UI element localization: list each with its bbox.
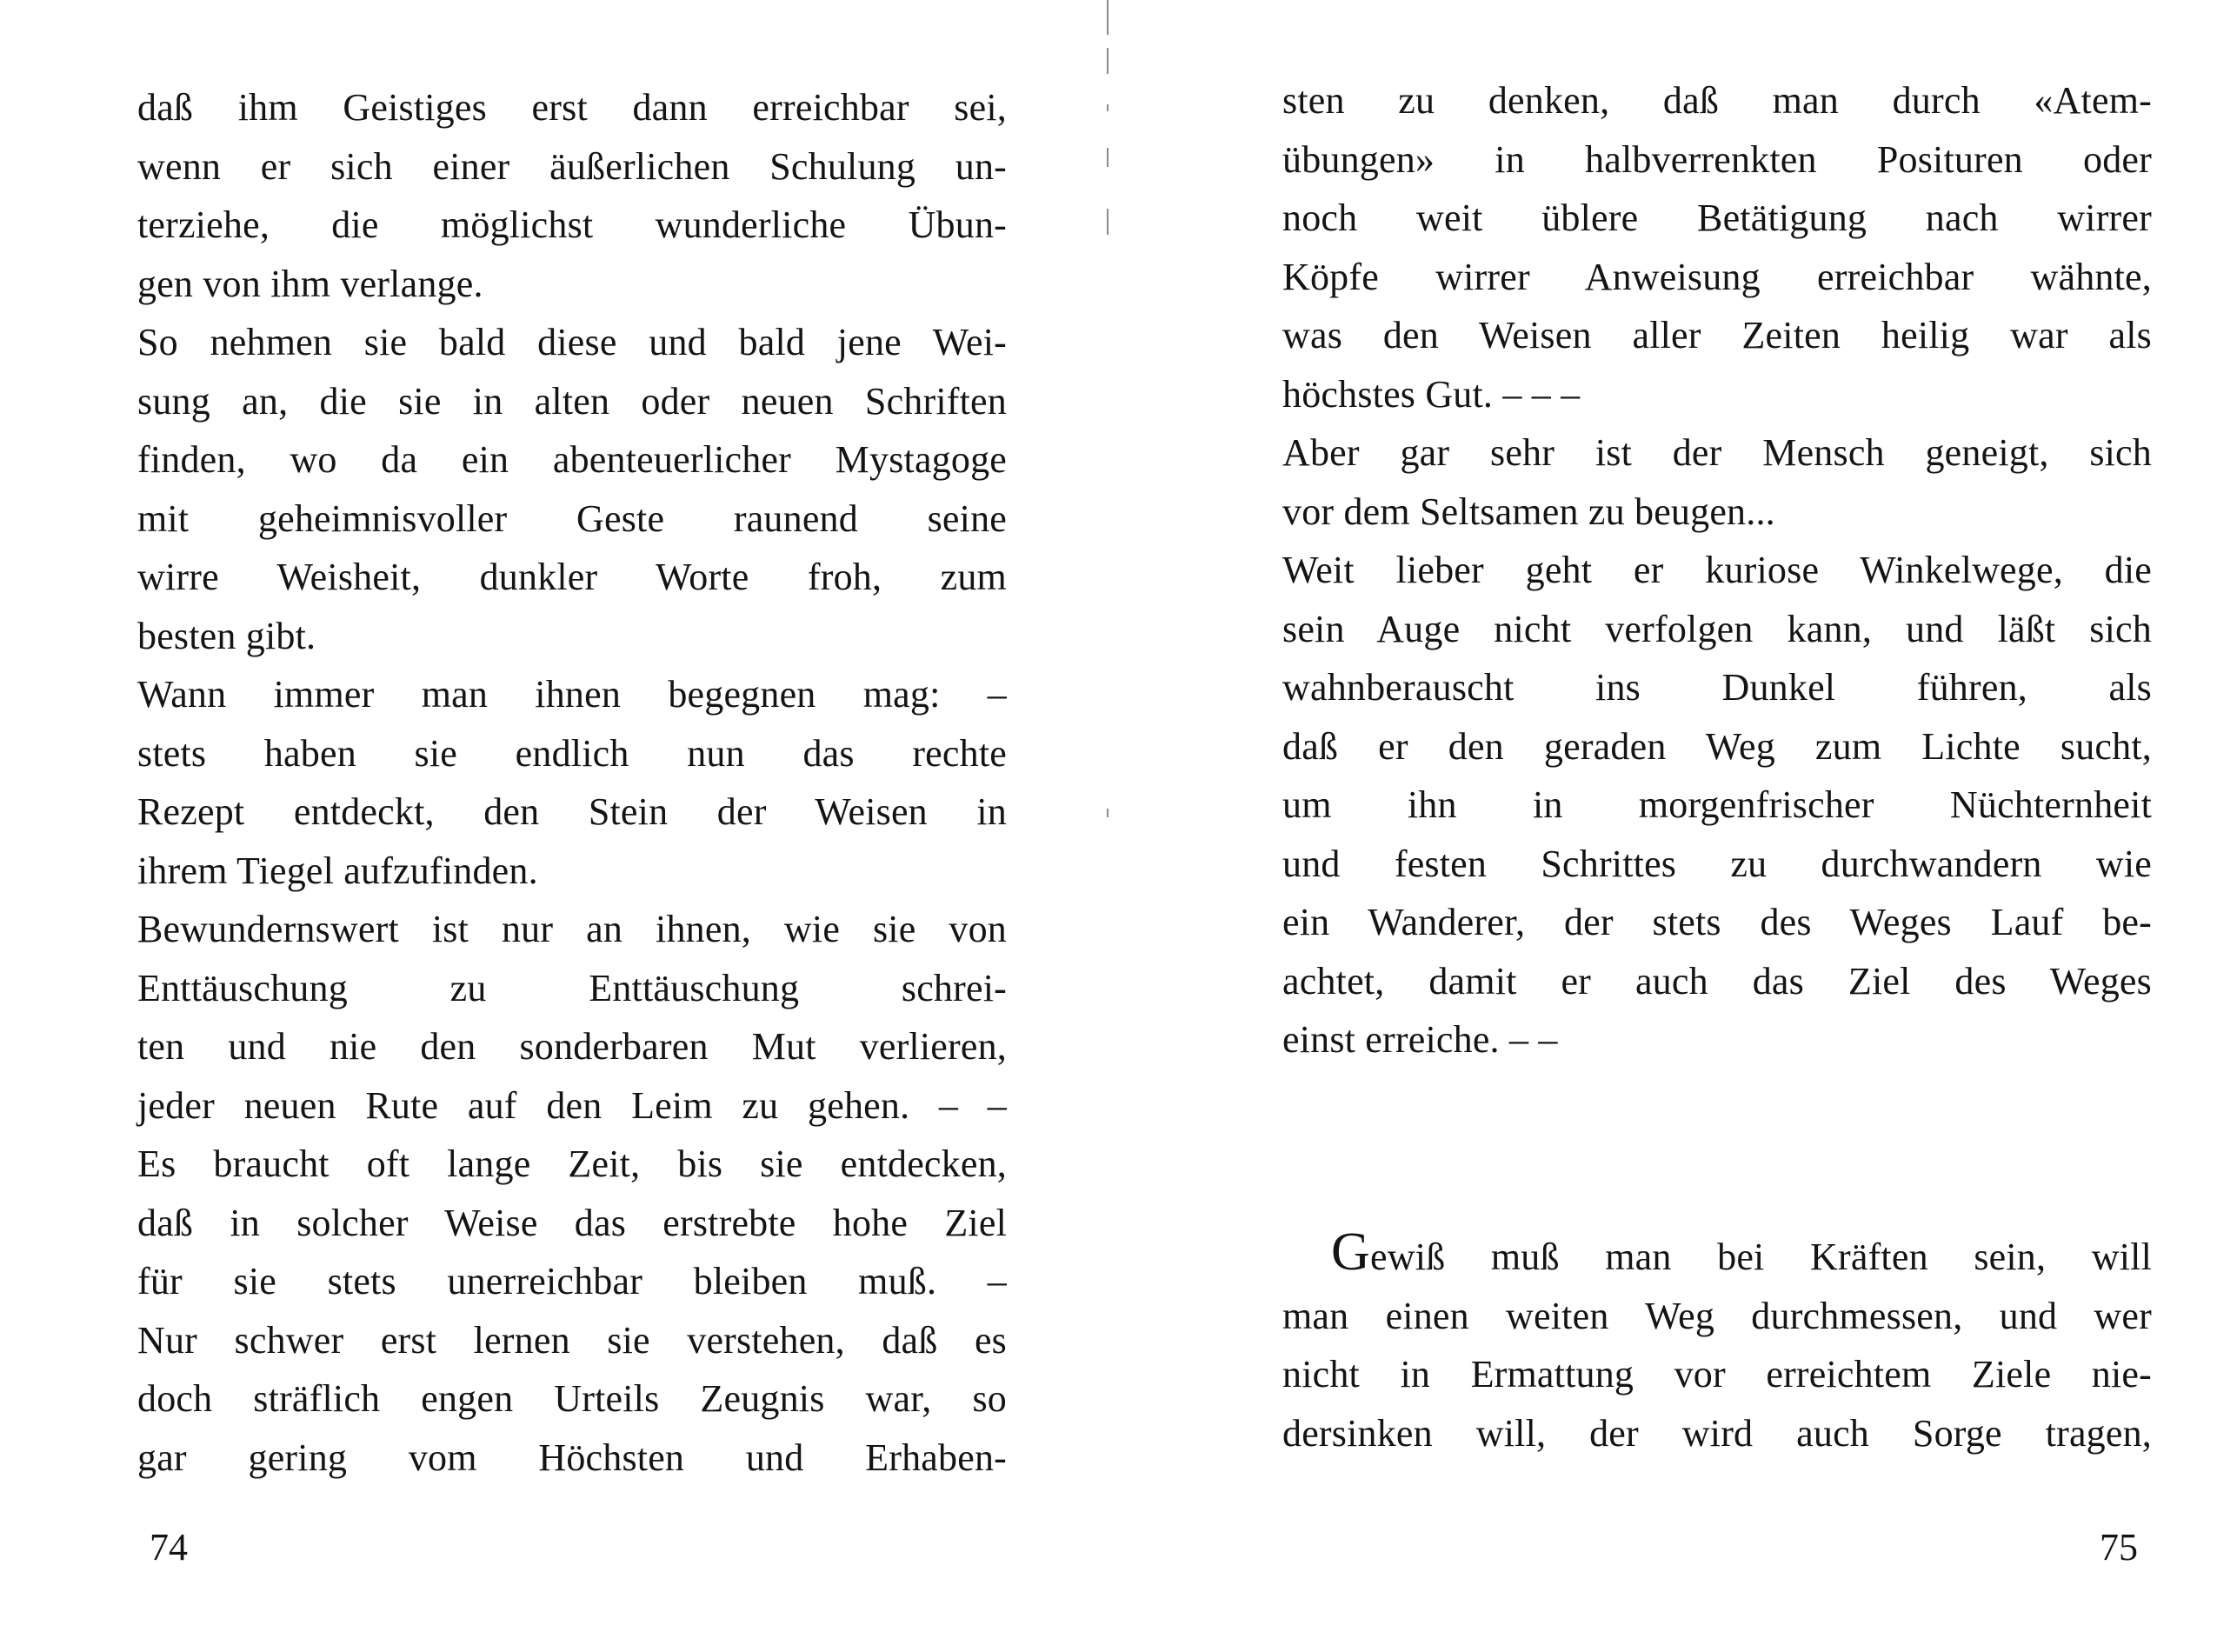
text-line: So nehmen sie bald diese und bald jene Wei- xyxy=(137,321,1007,363)
text-line: achtet, damit er auch das Ziel des Weges xyxy=(1282,959,2152,1003)
initial-letter: G xyxy=(1331,1222,1370,1282)
text-line: einst erreiche. – – xyxy=(1282,1018,1558,1061)
text-line: um ihn in morgenfrischer Nüchternheit xyxy=(1282,783,2152,826)
left-page xyxy=(0,0,1095,1652)
text-line: Bewundernswert ist nur an ihnen, wie sie von xyxy=(137,908,1007,950)
text-line: was den Weisen aller Zeiten heilig war als xyxy=(1282,314,2152,356)
text-line: daß in solcher Weise das erstrebte hohe Ziel xyxy=(137,1201,1007,1244)
text-line: sung an, die sie in alten oder neuen Schriften xyxy=(137,379,1007,423)
left-page-text xyxy=(137,78,1007,1487)
text-line: sein Auge nicht verfolgen kann, und läßt sich xyxy=(1282,607,2152,650)
right-page-new-paragraph xyxy=(1282,1222,2152,1462)
text-line: Aber gar sehr ist der Mensch geneigt, sich xyxy=(1282,431,2152,474)
page-number-right: 75 xyxy=(2100,1526,2138,1569)
text-line: daß ihm Geistiges erst dann erreichbar sei, xyxy=(137,86,1007,129)
text-line: wahnberauscht ins Dunkel führen, als xyxy=(1282,666,2152,709)
text-line: ihrem Tiegel aufzufinden. xyxy=(137,849,538,892)
text-line: mit geheimnisvoller Geste raunend seine xyxy=(137,496,1007,540)
text-line: finden, wo da ein abenteuerlicher Mystagoge xyxy=(137,438,1007,481)
text-line: höchstes Gut. – – – xyxy=(1282,372,1581,416)
page-number-left: 74 xyxy=(150,1526,188,1569)
text-line: sten zu denken, daß man durch «Atem- xyxy=(1282,79,2152,122)
text-line: terziehe, die möglichst wunderliche Übun- xyxy=(137,203,1007,246)
text-line: noch weit üblere Betätigung nach wirrer xyxy=(1282,197,2152,239)
first-line-text: ewiß muß man bei Kräften sein, will xyxy=(1369,1236,2152,1278)
text-line: Wann immer man ihnen begegnen mag: – xyxy=(137,673,1007,716)
text-line: jeder neuen Rute auf den Leim zu gehen. – – xyxy=(137,1083,1007,1127)
text-line: Enttäuschung zu Enttäuschung schrei- xyxy=(137,966,1007,1009)
text-line: für sie stets unerreichbar bleiben muß. – xyxy=(137,1260,1007,1302)
text-line: vor dem Seltsamen zu beugen... xyxy=(1282,490,1775,533)
text-line: und festen Schrittes zu durchwandern wie xyxy=(1282,842,2152,885)
text-line: besten gibt. xyxy=(137,614,316,657)
text-line: Nur schwer erst lernen sie verstehen, daß es xyxy=(137,1318,1007,1362)
text-line: ein Wanderer, der stets des Weges Lauf be- xyxy=(1282,901,2152,943)
text-line: dersinken will, der wird auch Sorge tragen, xyxy=(1282,1411,2152,1455)
text-line: übungen» in halbverrenkten Posituren oder xyxy=(1282,137,2152,181)
text-line: ten und nie den sonderbaren Mut verlieren, xyxy=(137,1025,1007,1068)
text-line: daß er den geraden Weg zum Lichte sucht, xyxy=(1282,724,2152,768)
right-page-text xyxy=(1282,71,2152,1069)
text-line: wenn er sich einer äußerlichen Schulung un- xyxy=(137,144,1007,188)
text-line: Weit lieber geht er kuriose Winkelwege, die xyxy=(1282,549,2152,591)
gutter-fold xyxy=(1102,0,1115,835)
text-line: Köpfe wirrer Anweisung erreichbar wähnte, xyxy=(1282,255,2152,298)
text-line: gen von ihm verlange. xyxy=(137,262,483,305)
text-line: Es braucht oft lange Zeit, bis sie entdecken, xyxy=(137,1142,1007,1185)
text-line: stets haben sie endlich nun das rechte xyxy=(137,731,1007,775)
text-line: nicht in Ermattung vor erreichtem Ziele nie- xyxy=(1282,1353,2152,1396)
text-line-with-initial xyxy=(1282,1222,2152,1287)
text-line: man einen weiten Weg durchmessen, und wer xyxy=(1282,1294,2152,1337)
text-line: wirre Weisheit, dunkler Worte froh, zum xyxy=(137,556,1007,598)
text-line: doch sträflich engen Urteils Zeugnis war, so xyxy=(137,1377,1007,1420)
right-page xyxy=(1122,0,2217,1652)
text-line: gar gering vom Höchsten und Erhaben- xyxy=(137,1436,1007,1479)
text-line: Rezept entdeckt, den Stein der Weisen in xyxy=(137,790,1007,833)
